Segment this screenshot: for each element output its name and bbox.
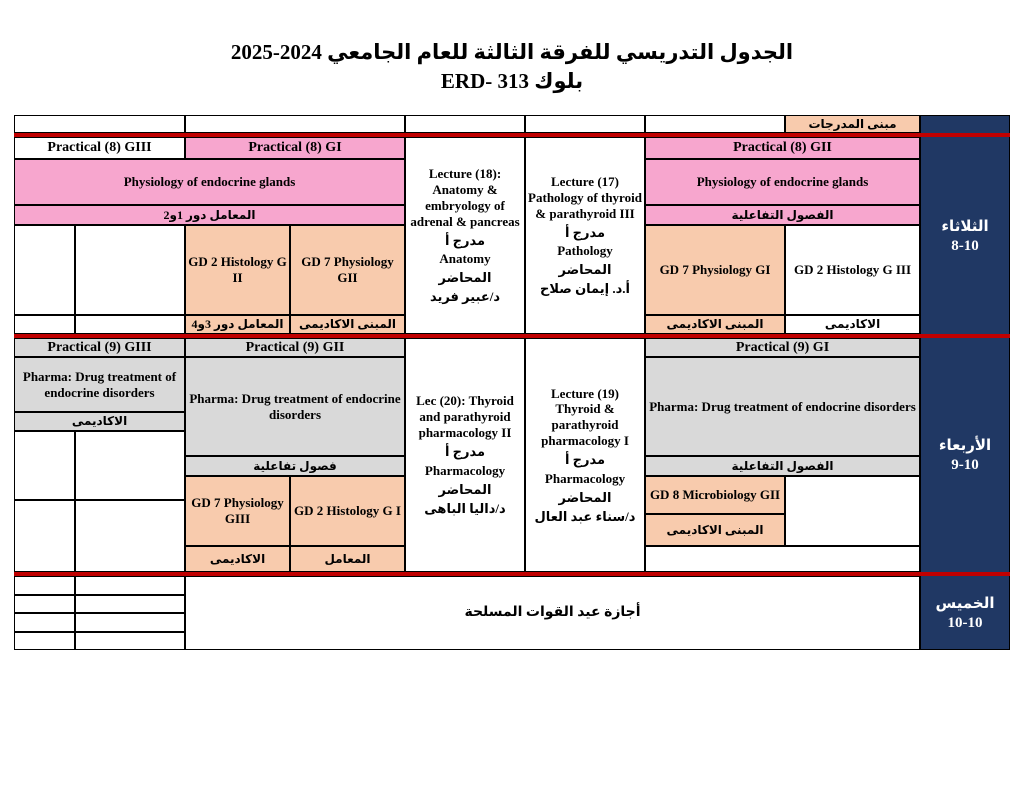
red-separator	[14, 334, 1010, 338]
empty-cell	[645, 115, 785, 133]
tue-interactive-classes: الفصول التفاعلية	[645, 205, 920, 225]
day-tuesday	[920, 137, 1010, 334]
wed-lec-20	[405, 338, 525, 572]
tue-gd2-histology-gii: GD 2 Histology G II	[185, 225, 290, 315]
tue-lecture-17	[525, 137, 645, 334]
empty-cell	[75, 225, 185, 315]
lecture-title: Lecture (19) Thyroid & parathyroid pharmacology I	[541, 385, 629, 449]
lecturer-label: المحاضر	[438, 481, 492, 497]
empty-cell	[14, 225, 75, 315]
empty-cell	[14, 500, 75, 572]
day-name: الخميس	[935, 596, 995, 612]
tue-labs-floor-3-4: المعامل دور 3و4	[185, 315, 290, 334]
empty-cell	[14, 315, 75, 334]
lecturer-name: د/داليا الباهى	[424, 500, 506, 516]
lecture-department: Anatomy	[439, 251, 491, 267]
tue-gd7-physiology-gi: GD 7 Physiology GI	[645, 225, 785, 315]
wed-labs-b2: المعامل	[290, 546, 405, 572]
wed-lecture-19	[525, 338, 645, 572]
empty-cell	[75, 595, 185, 613]
wed-interactive-classes-right: الفصول التفاعلية	[645, 456, 920, 476]
tue-gd2-histology-giii: GD 2 Histology G III	[785, 225, 920, 315]
lecture-hall: مدرج أ	[564, 224, 606, 240]
empty-cell	[75, 431, 185, 500]
wed-academic-left: الاكاديمى	[14, 412, 185, 431]
day-date: 9-10	[951, 457, 979, 473]
title-line1: الجدول التدريسي للفرقة الثالثة للعام الجامعي 2024-2025	[230, 40, 794, 64]
lecturer-label: المحاضر	[438, 270, 492, 286]
day-name: الأربعاء	[938, 438, 992, 454]
wed-practical-gi: Practical (9) GI	[645, 338, 920, 357]
tue-practical-giii: Practical (8) GIII	[14, 137, 185, 159]
lecture-hall: مدرج أ	[444, 444, 486, 460]
empty-cell	[75, 315, 185, 334]
empty-cell	[75, 500, 185, 572]
lecture-hall: مدرج أ	[444, 232, 486, 248]
tue-labs-floor-1-2: المعامل دور 1و2	[14, 205, 405, 225]
timetable	[14, 115, 1010, 650]
lecturer-name: د/سناء عبد العال	[534, 508, 636, 524]
tue-physiology-right: Physiology of endocrine glands	[645, 159, 920, 205]
wed-pharma-mid: Pharma: Drug treatment of endocrine disorders	[185, 357, 405, 456]
thu-holiday-cell: أجازة عيد القوات المسلحة	[185, 576, 920, 650]
wed-pharma-right: Pharma: Drug treatment of endocrine disorders	[645, 357, 920, 456]
day-date: 10-10	[947, 615, 983, 631]
wed-practical-gii: Practical (9) GII	[185, 338, 405, 357]
wed-academic-b1: الاكاديمى	[185, 546, 290, 572]
wed-gd7-physiology-giii: GD 7 Physiology GIII	[185, 476, 290, 546]
empty-cell	[14, 613, 75, 632]
wed-interactive-classes-mid: فصول تفاعلية	[185, 456, 405, 476]
empty-cell	[14, 115, 185, 133]
wed-academic-building-right: المبنى الاكاديمى	[645, 514, 785, 546]
wed-practical-giii: Practical (9) GIII	[14, 338, 185, 357]
empty-cell	[14, 595, 75, 613]
tue-academic-building-e: المبنى الاكاديمى	[645, 315, 785, 334]
lecture-halls-building-cell: مبنى المدرجات	[785, 115, 920, 133]
empty-cell	[14, 632, 75, 650]
lecturer-name: د/عبير فريد	[429, 289, 501, 305]
empty-cell	[645, 546, 920, 572]
empty-cell	[405, 115, 525, 133]
red-separator	[14, 572, 1010, 576]
lecture-title: Lec (20): Thyroid and parathyroid pharmacology II	[416, 393, 514, 441]
page-title	[0, 0, 1024, 96]
lecture-department: Pharmacology	[544, 470, 626, 486]
tue-academic-building-b: المبنى الاكاديمى	[290, 315, 405, 334]
wed-gd2-histology-gi: GD 2 Histology G I	[290, 476, 405, 546]
empty-cell	[525, 115, 645, 133]
empty-cell	[14, 431, 75, 500]
tue-practical-gii: Practical (8) GII	[645, 137, 920, 159]
empty-cell	[185, 115, 405, 133]
lecture-department: Pathology	[557, 243, 613, 259]
day-date: 8-10	[951, 237, 979, 254]
day-wednesday	[920, 338, 1010, 572]
wed-pharma-left: Pharma: Drug treatment of endocrine disorders	[14, 357, 185, 412]
lecturer-label: المحاضر	[558, 489, 612, 505]
lecture-department: Pharmacology	[424, 462, 506, 478]
empty-cell	[75, 632, 185, 650]
red-separator	[14, 133, 1010, 137]
day-thursday	[920, 576, 1010, 650]
lecturer-label: المحاضر	[558, 262, 612, 278]
tue-practical-gi: Practical (8) GI	[185, 137, 405, 159]
lecture-title: Lecture (17) Pathology of thyroid & parathyroid III	[528, 173, 642, 221]
tue-physiology-left: Physiology of endocrine glands	[14, 159, 405, 205]
lecture-hall: مدرج أ	[564, 452, 606, 467]
empty-cell	[785, 476, 920, 546]
day-name: الثلاثاء	[941, 218, 989, 235]
title-line2: بلوك ERD- 313	[440, 69, 584, 93]
tue-gd7-physiology-gii: GD 7 Physiology GII	[290, 225, 405, 315]
lecturer-name: أ.د. إيمان صلاح	[540, 281, 630, 297]
empty-cell	[75, 576, 185, 595]
tue-lecture-18	[405, 137, 525, 334]
tue-academic-e2: الاكاديمى	[785, 315, 920, 334]
empty-cell	[14, 576, 75, 595]
lecture-title: Lecture (18): Anatomy & embryology of adrenal & pancreas	[410, 166, 520, 229]
empty-cell	[75, 613, 185, 632]
wed-gd8-microbiology-gii: GD 8 Microbiology GII	[645, 476, 785, 514]
